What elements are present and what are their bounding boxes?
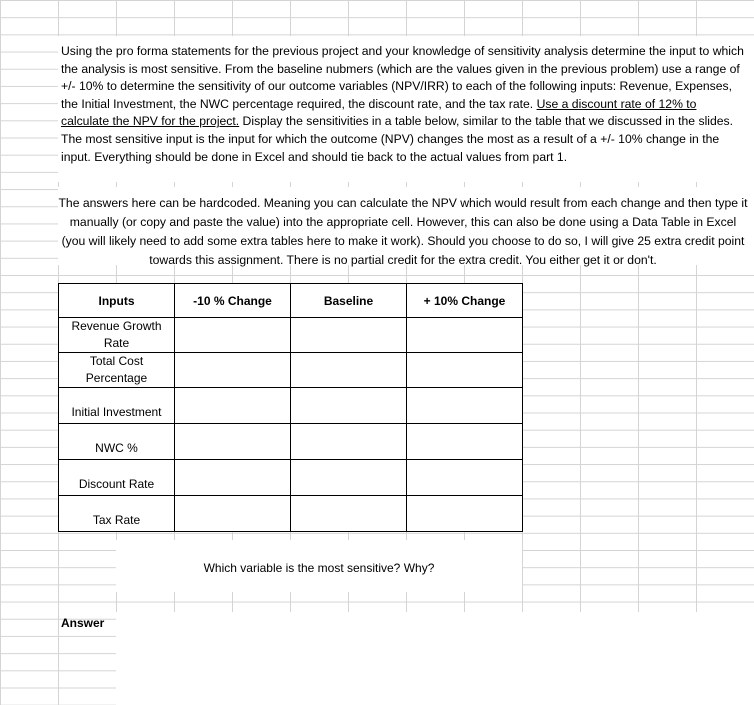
row-label-total-cost: Total Cost Percentage: [59, 353, 175, 388]
table-row: [59, 353, 523, 388]
row-label-nwc: NWC %: [59, 424, 175, 460]
instructions-discount-rate-note: Use a discount rate of 12% to calculate the NPV for the project.: [61, 96, 697, 129]
cell-nwc-baseline[interactable]: [291, 424, 407, 460]
cell-revenue-baseline[interactable]: [291, 318, 407, 353]
header-inputs: Inputs: [59, 284, 175, 318]
table-row: [59, 388, 523, 424]
cell-cost-plus[interactable]: [407, 353, 523, 388]
table-row: [59, 460, 523, 496]
cell-investment-plus[interactable]: [407, 388, 523, 424]
answer-merged-cell[interactable]: [116, 612, 754, 705]
cell-tax-minus[interactable]: [175, 496, 291, 532]
question-text: Which variable is the most sensitive? Why?: [203, 561, 435, 575]
cell-cost-minus[interactable]: [175, 353, 291, 388]
instructions-text: [61, 43, 745, 166]
table-row: [59, 496, 523, 532]
row-label-tax-rate: Tax Rate: [59, 496, 175, 532]
extra-credit-text: The answers here can be hardcoded. Meaning you can calculate the NPV which would result from each change and then type it manually (or copy and paste the value) into the appropriate cell. However, this can also be done using a Data Table in Excel (you will likely need to add some extra tables here to make it work). Should you choose to do so, I will give 25 extra credit point towards this assignment. There is no partial credit for the extra credit. You either get it or don't.: [58, 196, 748, 267]
cell-tax-baseline[interactable]: [291, 496, 407, 532]
cell-discount-baseline[interactable]: [291, 460, 407, 496]
table-row: [59, 318, 523, 353]
cell-nwc-minus[interactable]: [175, 424, 291, 460]
row-label-initial-investment: Initial Investment: [59, 388, 175, 424]
row-label-revenue-growth: Revenue Growth Rate: [59, 318, 175, 353]
cell-tax-plus[interactable]: [407, 496, 523, 532]
cell-discount-plus[interactable]: [407, 460, 523, 496]
cell-investment-minus[interactable]: [175, 388, 291, 424]
cell-discount-minus[interactable]: [175, 460, 291, 496]
sensitivity-table: [58, 283, 523, 532]
header-plus-10: + 10% Change: [407, 284, 523, 318]
cell-investment-baseline[interactable]: [291, 388, 407, 424]
instructions-text-part-a: Using the pro forma statements for the previous project and your knowledge of sensitivity analysis determine the input to which the analysis is most sensitive. From the baseline nubmers (which are the values given in the previous problem) use a range of +/- 10% to determine the sensitivity of our outcome variables (NPV/IRR) to each of the following inputs: Revenue, Expenses, the Initial Investment, the NWC percentage required, the discount rate, and the tax rate.: [61, 44, 744, 111]
cell-cost-baseline[interactable]: [291, 353, 407, 388]
instructions-text-part-b: Display the sensitivities in a table below, similar to the table that we discussed in the slides. The most sensitive input is the input for which the outcome (NPV) changes the most as a result of a +/- 10% change in the input. Everything should be done in Excel and should tie back to the actual values from part 1.: [61, 114, 734, 164]
row-label-discount-rate: Discount Rate: [59, 460, 175, 496]
cell-revenue-plus[interactable]: [407, 318, 523, 353]
table-row: [59, 424, 523, 460]
answer-label: Answer: [61, 616, 105, 630]
cell-revenue-minus[interactable]: [175, 318, 291, 353]
header-minus-10: -10 % Change: [175, 284, 291, 318]
cell-nwc-plus[interactable]: [407, 424, 523, 460]
table-header-row: [59, 284, 523, 318]
header-baseline: Baseline: [291, 284, 407, 318]
